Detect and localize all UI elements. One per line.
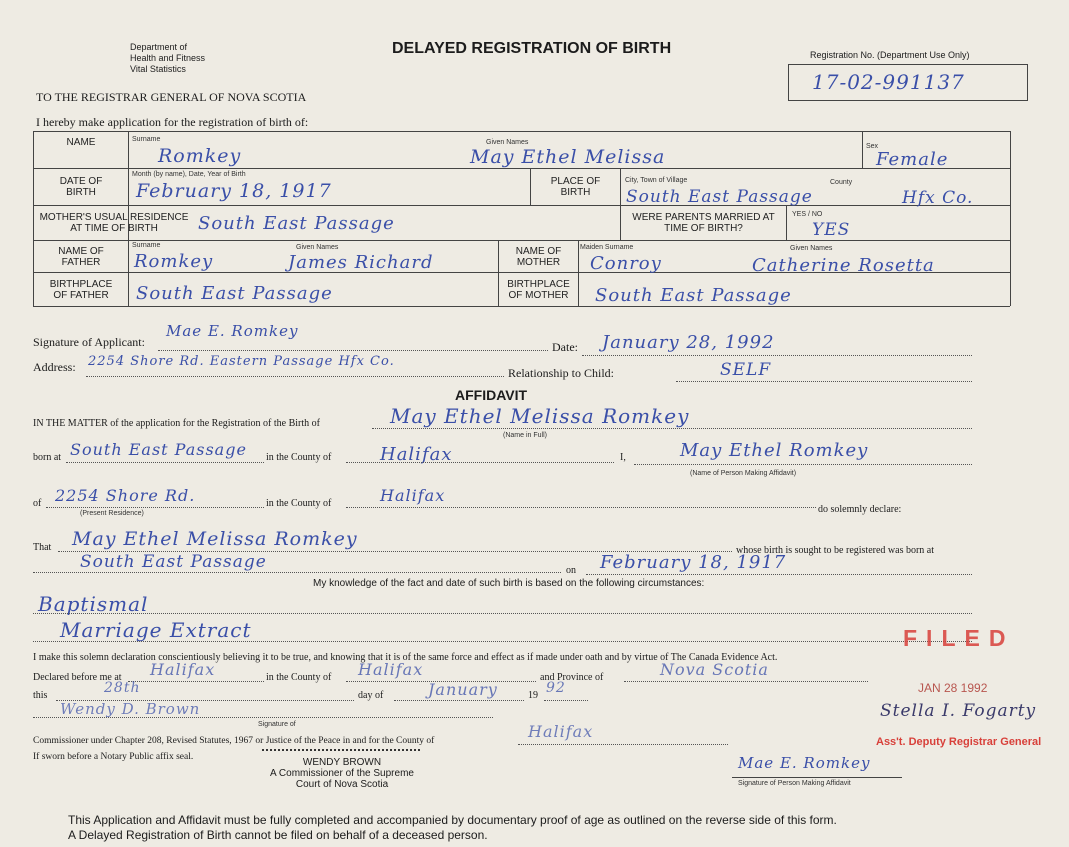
province-label: and Province of (540, 672, 604, 683)
born-at-value: South East Passage (70, 440, 247, 459)
circumstance-2: Marriage Extract (60, 618, 252, 642)
married-label: WERE PARENTS MARRIED AT TIME OF BIRTH? (632, 212, 775, 234)
this-day-value: 28th (104, 680, 141, 696)
address-label: Address: (33, 360, 76, 374)
dept-line1: Department of (130, 42, 188, 52)
stamp-line2: A Commissioner of the Supreme (270, 768, 414, 779)
year-suffix-value: 92 (546, 680, 566, 696)
mother-given-value: Catherine Rosetta (752, 255, 935, 276)
declared-label: Declared before me at (33, 672, 122, 683)
mother-given-small: Given Names (790, 245, 833, 252)
this-label: this (33, 690, 48, 701)
that-place: South East Passage (80, 552, 267, 572)
dob-value: February 18, 1917 (136, 180, 332, 202)
filed-stamp: FILED (903, 625, 1015, 651)
footer-line1: This Application and Affidavit must be fully completed and accompanied by documentary proof of age as outlined on the reverse side of this form. (68, 813, 837, 827)
of-label: of (33, 498, 42, 509)
day-of-value: January (428, 680, 498, 699)
declare-text: do solemnly declare: (818, 504, 902, 515)
sex-value: Female (876, 149, 949, 170)
married-value: YES (812, 220, 851, 240)
birthplace-father-label: BIRTHPLACE OF FATHER (49, 278, 113, 301)
knowledge-text: My knowledge of the fact and date of such birth is based on the following circumstances: (313, 578, 705, 589)
date-label: Date: (552, 340, 578, 354)
registration-label: Registration No. (Department Use Only) (810, 50, 970, 60)
affiant-small: (Name of Person Making Affidavit) (690, 470, 797, 477)
day-of-label: day of (358, 690, 384, 701)
sought-text: whose birth is sought to be registered was born at (736, 545, 935, 556)
signature-of-small: Signature of (258, 721, 296, 728)
application-date: January 28, 1992 (602, 332, 775, 353)
birthplace-father-value: South East Passage (136, 283, 333, 304)
res-county-label: in the County of (266, 498, 332, 509)
notary-text: If sworn before a Notary Public affix seal. (33, 752, 194, 762)
pob-label: PLACE OF BIRTH (550, 176, 601, 198)
that-name: May Ethel Melissa Romkey (72, 528, 358, 550)
affidavit-title: AFFIDAVIT (455, 387, 528, 403)
name-label: NAME (66, 136, 96, 148)
mother-residence-value: South East Passage (198, 213, 395, 234)
form-title: DELAYED REGISTRATION OF BIRTH (392, 40, 672, 57)
matter-text: IN THE MATTER of the application for the Registration of the Birth of (33, 418, 320, 429)
applicant-signature-label: Signature of Applicant: (33, 335, 145, 349)
dob-small-label: Month (by name), Date, Year of Birth (132, 171, 246, 178)
i-label: I, (620, 452, 626, 463)
residence-value: 2254 Shore Rd. (55, 486, 196, 505)
maiden-small: Maiden Surname (580, 244, 634, 251)
county-small-label: County (830, 179, 853, 186)
father-surname-small: Surname (132, 242, 161, 249)
surname-small-label: Surname (132, 136, 161, 143)
year-prefix: 19 (528, 690, 538, 701)
residence-small: (Present Residence) (80, 510, 144, 517)
father-label: NAME OF FATHER (58, 245, 104, 268)
declared-province-value: Nova Scotia (660, 660, 769, 679)
county-value: Hfx Co. (902, 188, 974, 208)
father-surname-value: Romkey (134, 251, 214, 272)
affiant-name: May Ethel Romkey (680, 440, 869, 461)
registration-number: 17-02-991137 (812, 70, 965, 94)
commissioner-county-value: Halifax (528, 722, 594, 741)
birthplace-mother-label: BIRTHPLACE OF MOTHER (507, 278, 570, 301)
that-date: February 18, 1917 (600, 552, 787, 573)
applicant-signature: Mae E. Romkey (166, 322, 299, 340)
father-given-value: James Richard (288, 252, 434, 273)
surname-value: Romkey (158, 145, 242, 167)
that-label: That (33, 542, 52, 553)
dept-line3: Vital Statistics (130, 64, 186, 74)
dob-label: DATE OF BIRTH (59, 176, 103, 198)
city-value: South East Passage (626, 187, 813, 207)
commissioner-signature: Wendy D. Brown (60, 700, 201, 718)
res-county-value: Halifax (380, 486, 446, 505)
given-small-label: Given Names (486, 139, 529, 146)
stamp-line3: Court of Nova Scotia (295, 779, 389, 790)
commissioner-stamp (262, 757, 422, 790)
to-registrar: TO THE REGISTRAR GENERAL OF NOVA SCOTIA (36, 90, 307, 104)
declared-at-value: Halifax (150, 660, 216, 679)
solemn-declaration-text: I make this solemn declaration conscientiously believing it to be true, and knowing that it is of the same force and effect as if made under oath and by virtue of The Canada Evidence Act. (33, 652, 778, 663)
mother-residence-label: MOTHER'S USUAL RESIDENCE AT TIME OF BIRTH (39, 212, 189, 234)
footer-line2: A Delayed Registration of Birth cannot be filed on behalf of a deceased person. (68, 828, 488, 842)
born-county-value: Halifax (380, 444, 453, 465)
on-label: on (566, 565, 576, 576)
declared-county-value: Halifax (358, 660, 424, 679)
affidavit-child-name: May Ethel Melissa Romkey (390, 404, 690, 428)
department-block (130, 42, 205, 75)
born-at-label: born at (33, 452, 62, 463)
commissioner-text: Commissioner under Chapter 208, Revised Statutes, 1967 or Justice of the Peace in and for the County of (33, 736, 435, 746)
registrar-signature: Stella I. Fogarty (880, 701, 1037, 721)
mother-label: NAME OF MOTHER (515, 245, 562, 268)
application-line: I hereby make application for the registration of birth of: (36, 115, 309, 129)
birthplace-mother-value: South East Passage (595, 285, 792, 306)
mother-maiden-value: Conroy (590, 253, 662, 274)
address-value: 2254 Shore Rd. Eastern Passage Hfx Co. (88, 354, 395, 369)
sex-small-label: Sex (866, 143, 879, 150)
stamp-name: WENDY BROWN (302, 757, 382, 768)
filed-date: JAN 28 1992 (918, 681, 988, 695)
name-in-full-small: (Name in Full) (503, 432, 547, 439)
declared-county-label: in the County of (266, 672, 332, 683)
affiant-signature: Mae E. Romkey (738, 754, 871, 772)
relationship-label: Relationship to Child: (508, 366, 615, 380)
father-given-small: Given Names (296, 244, 339, 251)
dept-line2: Health and Fitness (130, 53, 206, 63)
circumstance-1: Baptismal (38, 592, 149, 616)
relationship-value: SELF (720, 360, 772, 380)
yesno-small-label: YES / NO (792, 211, 823, 218)
city-small-label: City, Town of Village (625, 177, 688, 184)
given-names-value: May Ethel Melissa (470, 146, 666, 168)
born-county-label: in the County of (266, 452, 332, 463)
affiant-signature-small: Signature of Person Making Affidavit (738, 780, 851, 787)
registrar-title: Ass't. Deputy Registrar General (876, 736, 1042, 748)
